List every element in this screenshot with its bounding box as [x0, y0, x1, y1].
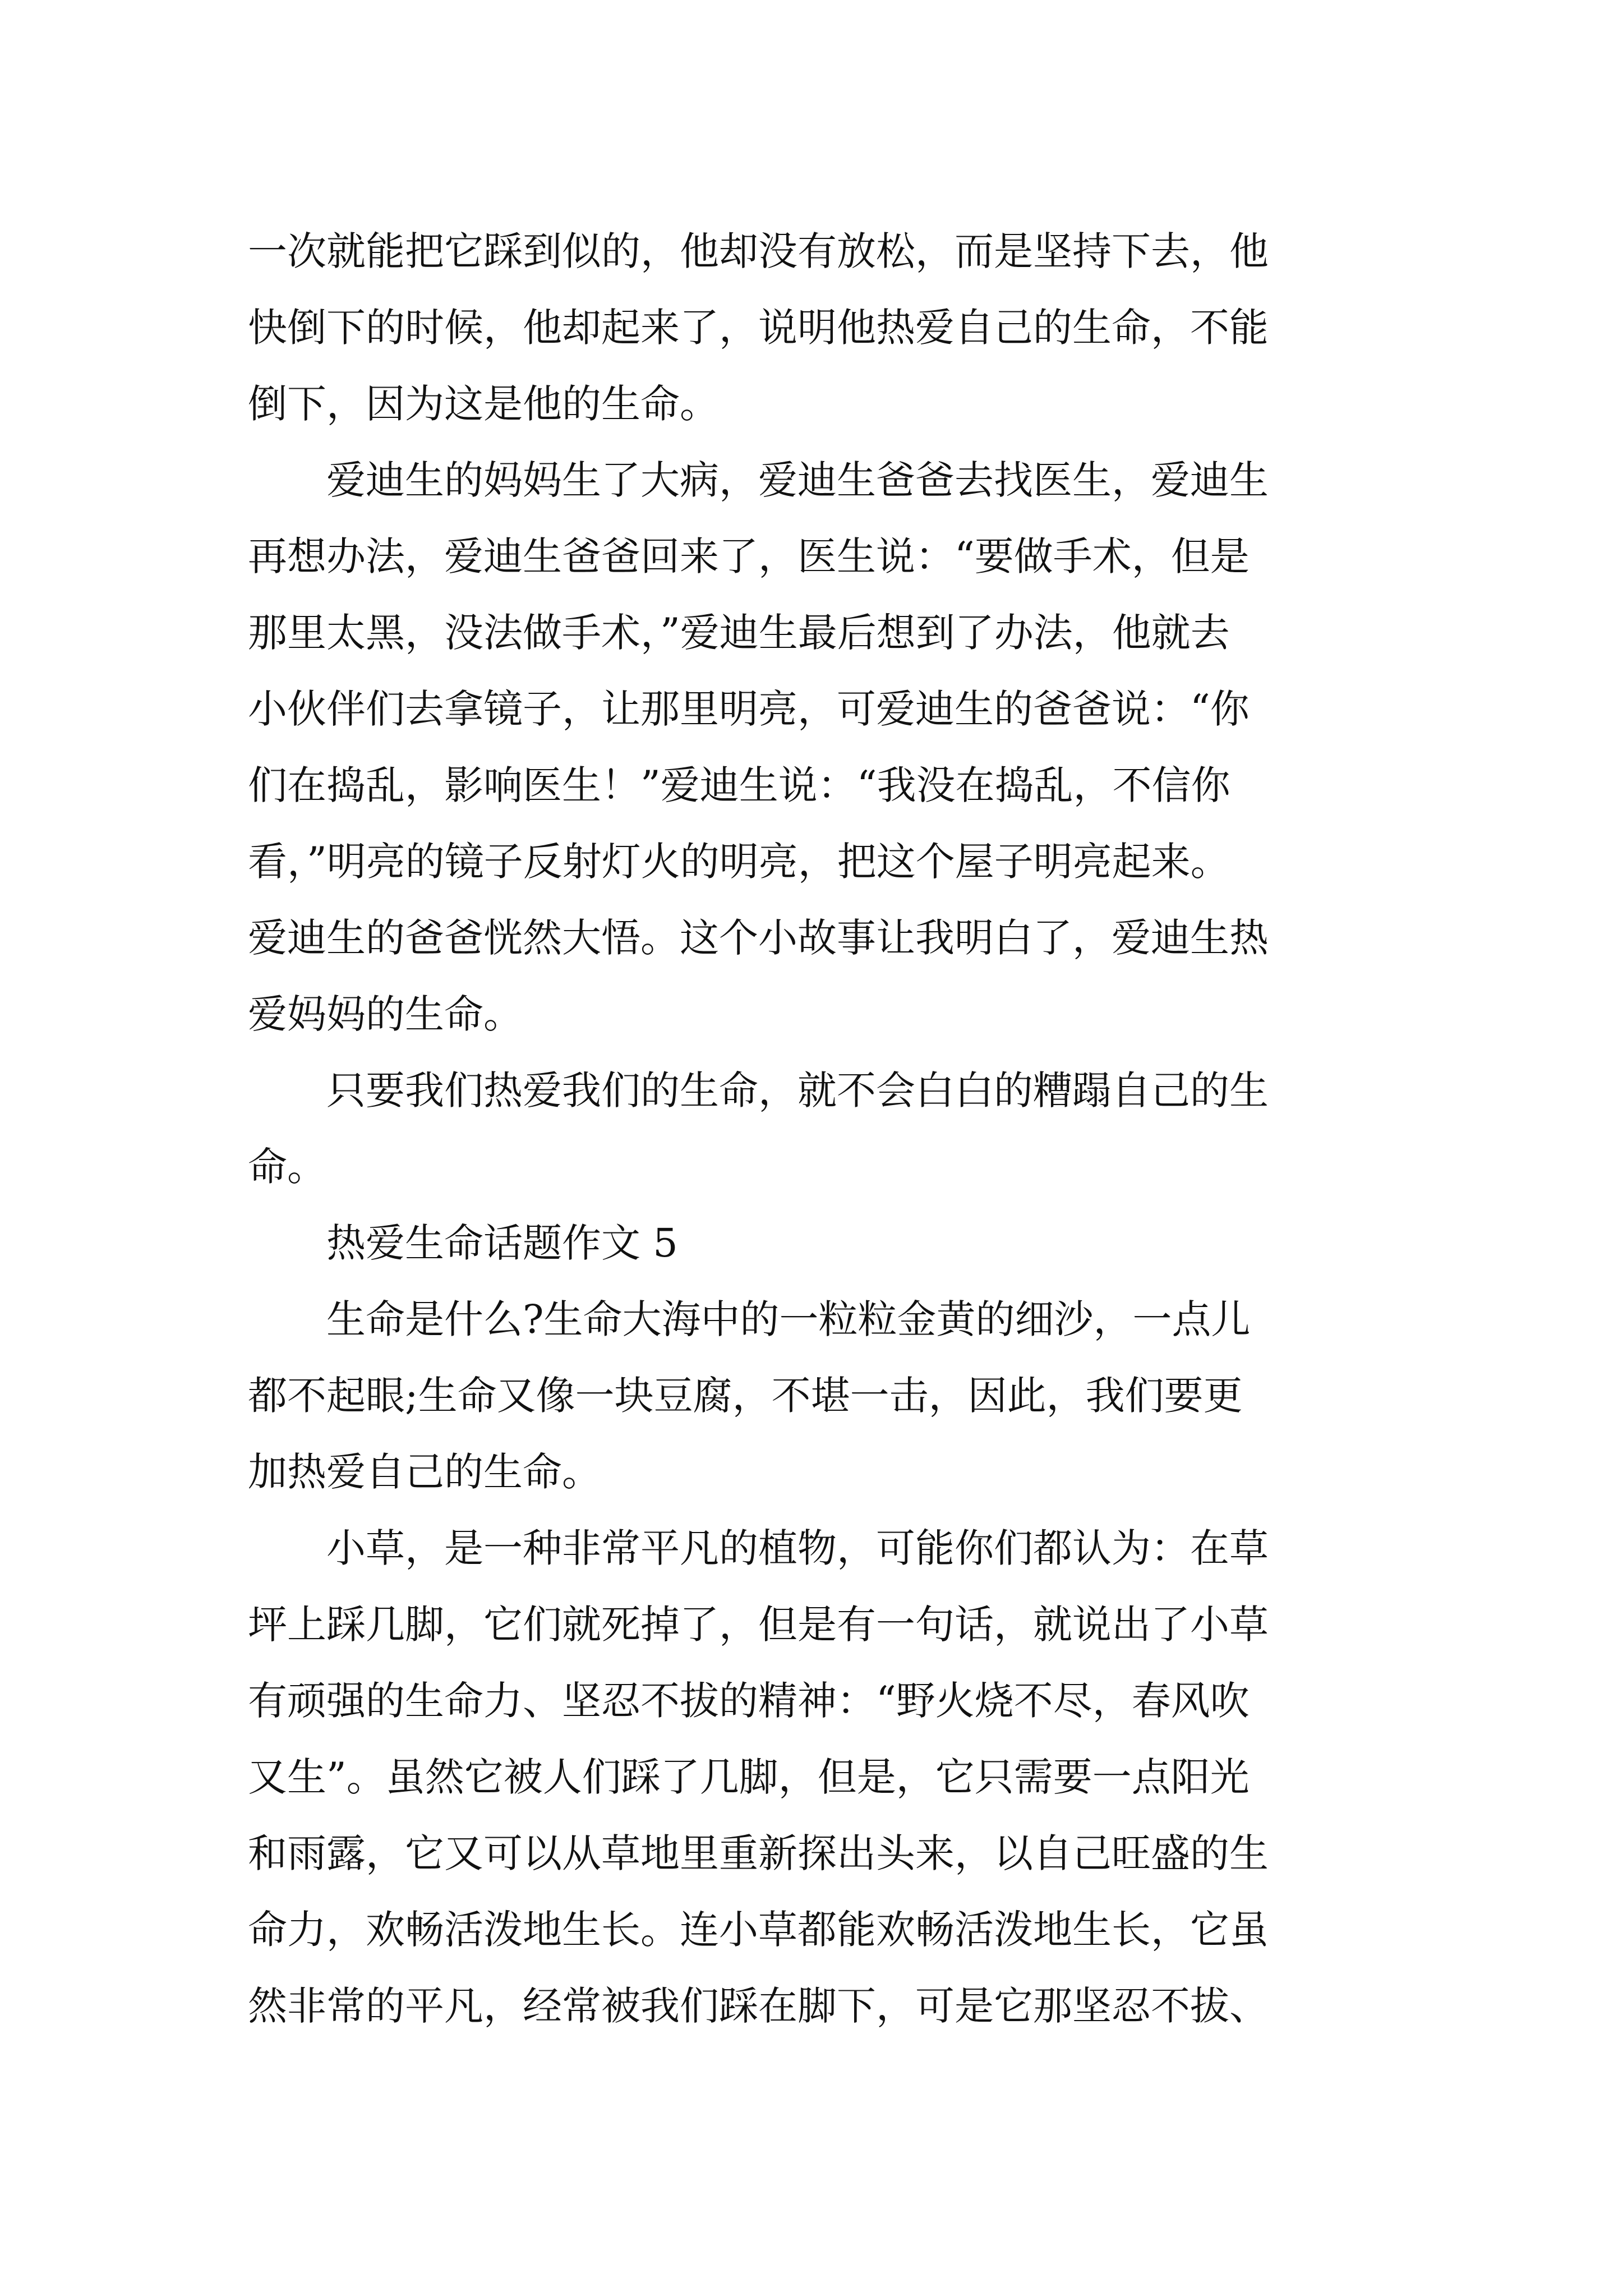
text-line: 再想办法，爱迪生爸爸回来了，医生说：“要做手术，但是: [248, 533, 1249, 579]
text-line: 然非常的平凡，经常被我们踩在脚下，可是它那坚忍不拔、: [248, 1983, 1269, 2029]
text-line: 都不起眼;生命又像一块豆腐，不堪一击，因此，我们要更: [248, 1373, 1243, 1419]
text-line: 命力，欢畅活泼地生长。连小草都能欢畅活泼地生长，它虽: [248, 1907, 1269, 1953]
section-heading: 热爱生命话题作文 5: [248, 1220, 678, 1266]
text-line: 倒下，因为这是他的生命。: [248, 381, 719, 427]
document-body: [248, 213, 1426, 2044]
text-line: 和雨露，它又可以从草地里重新探出头来，以自己旺盛的生: [248, 1830, 1269, 1876]
text-line: 加热爱自己的生命。: [248, 1449, 601, 1495]
text-line: 坪上踩几脚，它们就死掉了，但是有一句话，就说出了小草: [248, 1602, 1269, 1648]
text-line: 爱迪生的爸爸恍然大悟。这个小故事让我明白了，爱迪生热: [248, 915, 1269, 961]
text-line: 们在捣乱，影响医生！”爱迪生说：“我没在捣乱，不信你: [248, 762, 1230, 808]
text-line: 一次就能把它踩到似的，他却没有放松，而是坚持下去，他: [248, 228, 1269, 274]
text-line: 只要我们热爱我们的生命，就不会白白的糟蹋自己的生: [248, 1068, 1269, 1114]
text-line: 小草，是一种非常平凡的植物，可能你们都认为：在草: [248, 1525, 1269, 1571]
text-line: 爱迪生的妈妈生了大病，爱迪生爸爸去找医生，爱迪生: [248, 457, 1269, 503]
text-line: 又生”。虽然它被人们踩了几脚，但是，它只需要一点阳光: [248, 1754, 1249, 1800]
text-line: 有顽强的生命力、坚忍不拔的精神：“野火烧不尽，春风吹: [248, 1678, 1249, 1724]
text-line: 命。: [248, 1144, 326, 1190]
text-line: 看，”明亮的镜子反射灯火的明亮，把这个屋子明亮起来。: [248, 839, 1230, 885]
text-line: 那里太黑，没法做手术，”爱迪生最后想到了办法，他就去: [248, 610, 1230, 656]
text-line: 快倒下的时候，他却起来了，说明他热爱自己的生命，不能: [248, 305, 1269, 351]
text-line: 爱妈妈的生命。: [248, 991, 523, 1037]
text-line: 生命是什么?生命大海中的一粒粒金黄的细沙，一点儿: [248, 1296, 1251, 1342]
text-line: 小伙伴们去拿镜子，让那里明亮，可爱迪生的爸爸说：“你: [248, 686, 1249, 732]
